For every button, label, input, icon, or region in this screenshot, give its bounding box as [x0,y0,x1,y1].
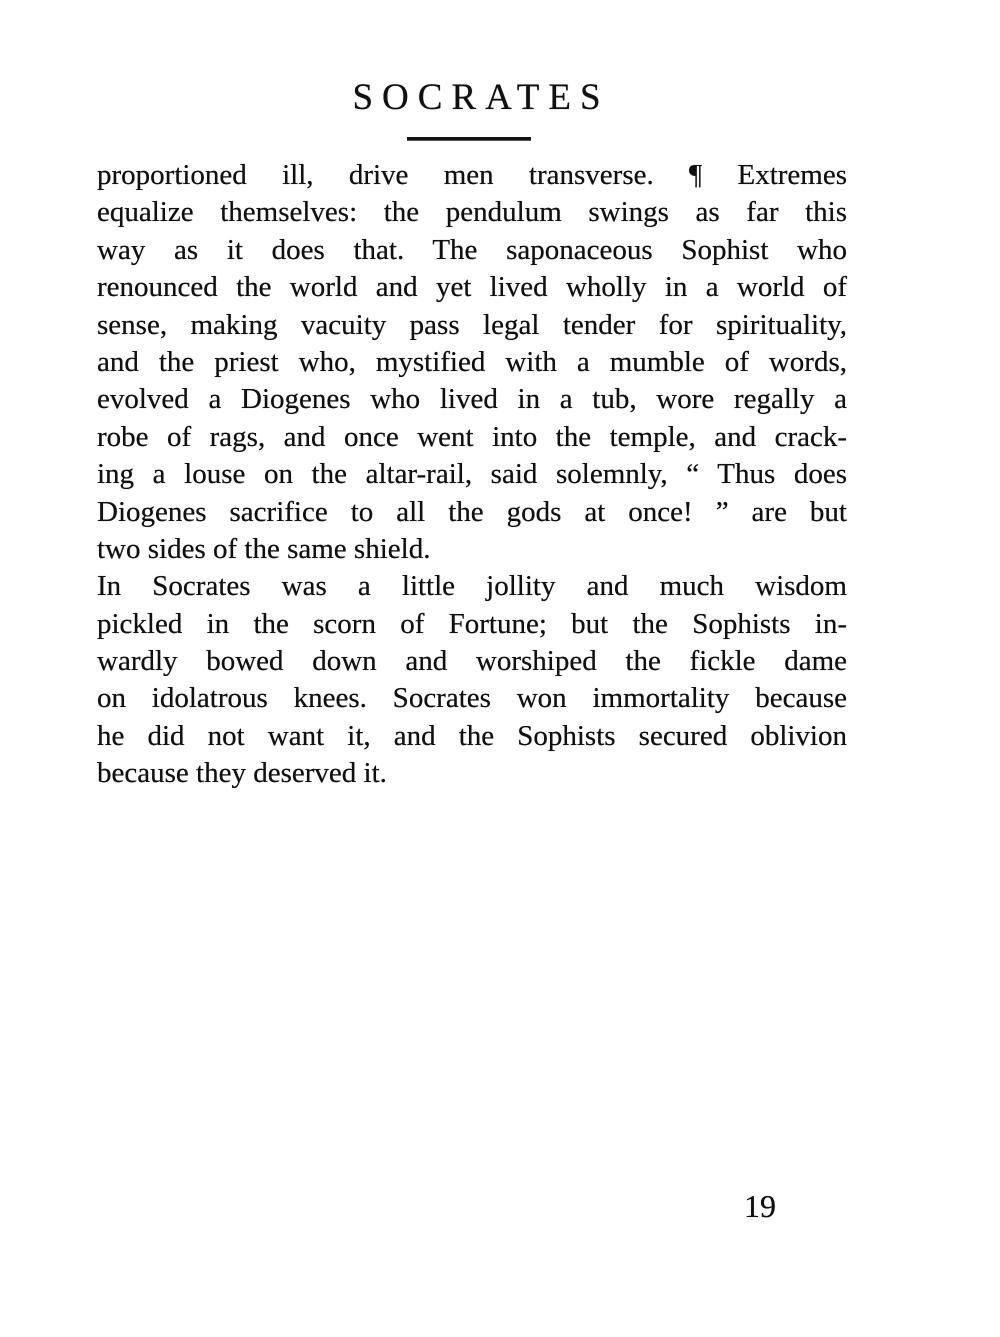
heading-rule [407,137,531,141]
text-line: robe of rags, and once went into the temple, and crack- [97,420,847,453]
text-line: on idolatrous knees. Socrates won immortality because [97,682,847,715]
page-number: 19 [744,1188,776,1224]
text-line: Diogenes sacrifice to all the gods at once! ” are but [97,495,847,528]
text-line: he did not want it, and the Sophists secured oblivion [97,719,847,752]
text-line: renounced the world and yet lived wholly in a world of [97,271,847,304]
text-line: sense, making vacuity pass legal tender for spirituality, [97,308,847,341]
text-line: evolved a Diogenes who lived in a tub, wore regally a [97,383,847,416]
page-heading: SOCRATES [352,77,610,118]
text-line: equalize themselves: the pendulum swings as far this [97,196,847,229]
body-text [97,157,847,793]
text-line: In Socrates was a little jollity and much wisdom [97,570,847,603]
text-line: way as it does that. The saponaceous Sophist who [97,233,847,266]
text-line: proportioned ill, drive men transverse. ¶ Extremes [97,159,847,191]
text-line: two sides of the same shield. [97,532,431,565]
text-line: pickled in the scorn of Fortune; but the Sophists in- [97,607,847,640]
text-line: wardly bowed down and worshiped the fickle dame [97,645,847,678]
text-line: ing a louse on the altar-rail, said solemnly, “ Thus does [97,458,847,491]
text-line: because they deserved it. [97,757,387,790]
text-line: and the priest who, mystified with a mumble of words, [97,345,847,378]
